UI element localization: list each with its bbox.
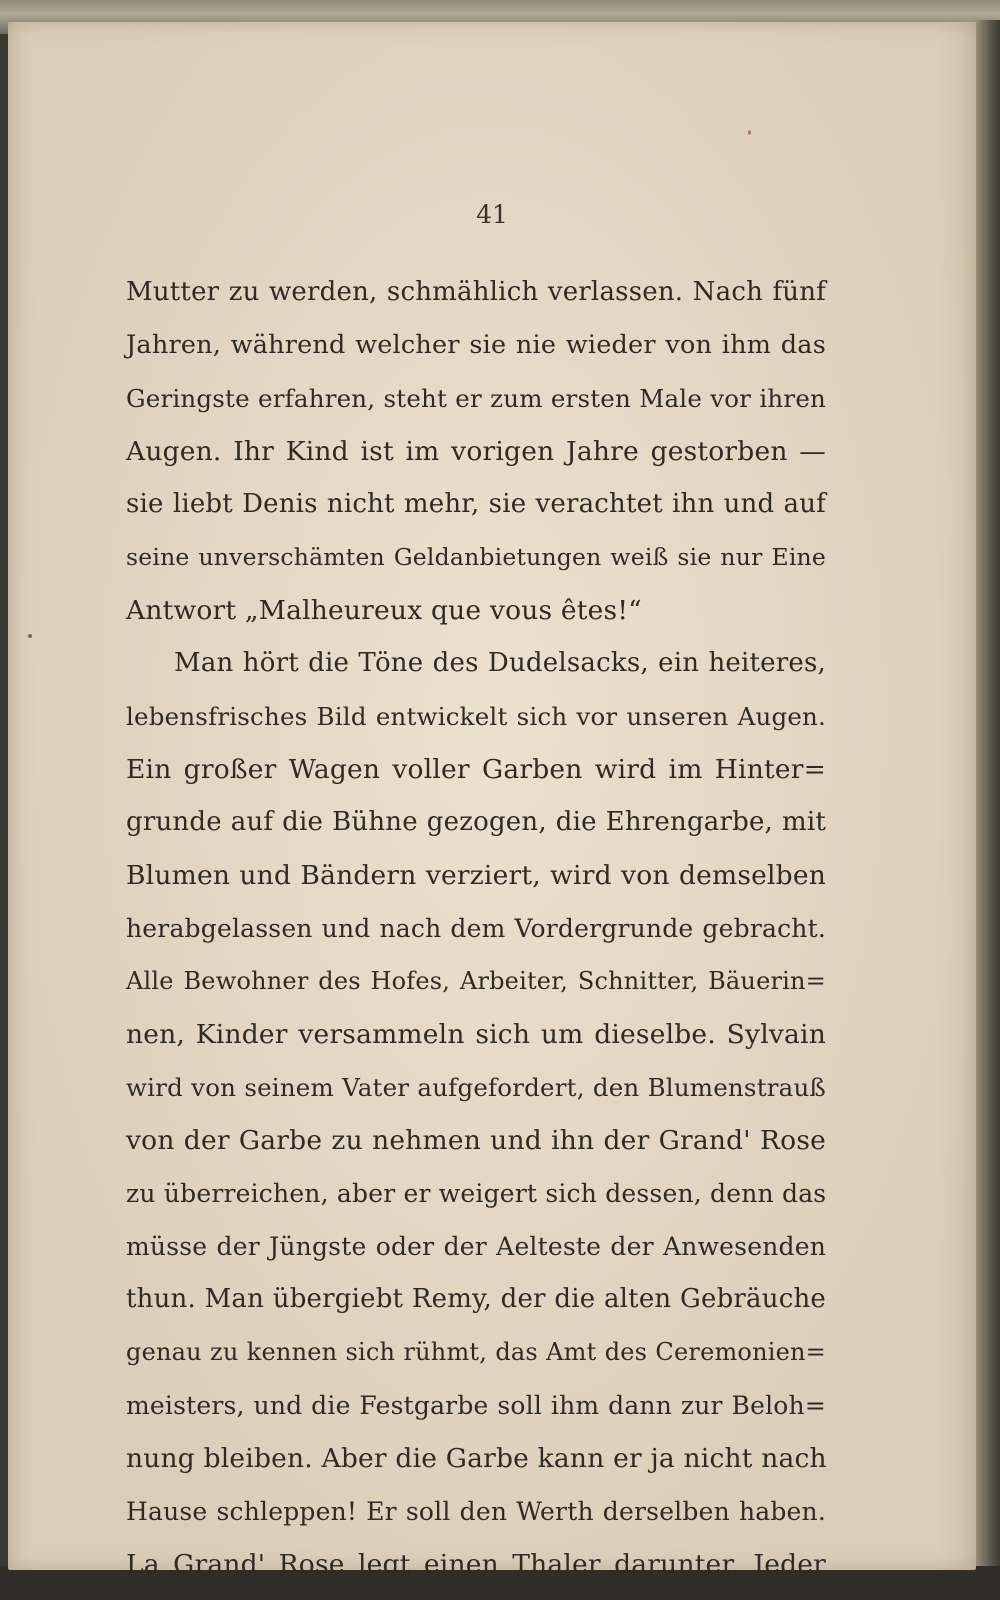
text-line: meisters, und die Festgarbe soll ihm dann zur Beloh= [126, 1391, 826, 1420]
paper-speck [748, 130, 751, 135]
text-line: La Grand' Rose legt einen Thaler darunter, Jeder [126, 1549, 826, 1580]
text-line: thun. Man übergiebt Remy, der die alten Gebräuche [126, 1284, 826, 1314]
text-line: Jahren, während welcher sie nie wieder von ihm das [126, 330, 826, 360]
text-line: Geringste erfahren, steht er zum ersten Male vor ihren [126, 384, 826, 413]
page-edge-shadow [974, 20, 1000, 1580]
text-line: Augen. Ihr Kind ist im vorigen Jahre gestorben — [126, 436, 826, 467]
text-line: nung bleiben. Aber die Garbe kann er ja nicht nach [126, 1443, 827, 1474]
text-line: Antwort „Malheureux que vous êtes!“ [126, 595, 642, 626]
text-line: nen, Kinder versammeln sich um dieselbe. Sylvain [126, 1019, 826, 1050]
text-line: lebensfrisches Bild entwickelt sich vor unseren Augen. [126, 702, 826, 731]
text-line: von der Garbe zu nehmen und ihn der Grand' Rose [126, 1125, 826, 1156]
text-line: genau zu kennen sich rühmt, das Amt des Ceremonien= [126, 1338, 826, 1366]
text-line: seine unverschämten Geldanbietungen weiß sie nur Eine [126, 543, 826, 571]
paper-page [8, 22, 976, 1580]
text-line: grunde auf die Bühne gezogen, die Ehrengarbe, mit [126, 807, 826, 837]
text-line: sie liebt Denis nicht mehr, sie verachtet ihn und auf [126, 489, 826, 519]
page-number: 41 [476, 200, 508, 229]
text-line: müsse der Jüngste oder der Aelteste der Anwesenden [126, 1232, 826, 1261]
text-line: wird von seinem Vater aufgefordert, den Blumenstrauß [126, 1073, 826, 1102]
text-line: Mutter zu werden, schmählich verlassen. Nach fünf [126, 277, 826, 307]
paper-speck [28, 634, 32, 638]
text-line: zu überreichen, aber er weigert sich dessen, denn das [126, 1179, 827, 1208]
text-line: Blumen und Bändern verziert, wird von demselben [126, 860, 826, 891]
text-line: herabgelassen und nach dem Vordergrunde gebracht. [126, 914, 826, 943]
text-line: Alle Bewohner des Hofes, Arbeiter, Schnitter, Bäuerin= [126, 967, 826, 995]
body-text [126, 266, 826, 1591]
text-line: Ein großer Wagen voller Garben wird im Hinter= [126, 754, 826, 785]
text-line: Hause schleppen! Er soll den Werth derselben haben. [126, 1497, 826, 1526]
paragraph-first-line: Man hört die Töne des Dudelsacks, ein heiteres, [174, 648, 826, 678]
